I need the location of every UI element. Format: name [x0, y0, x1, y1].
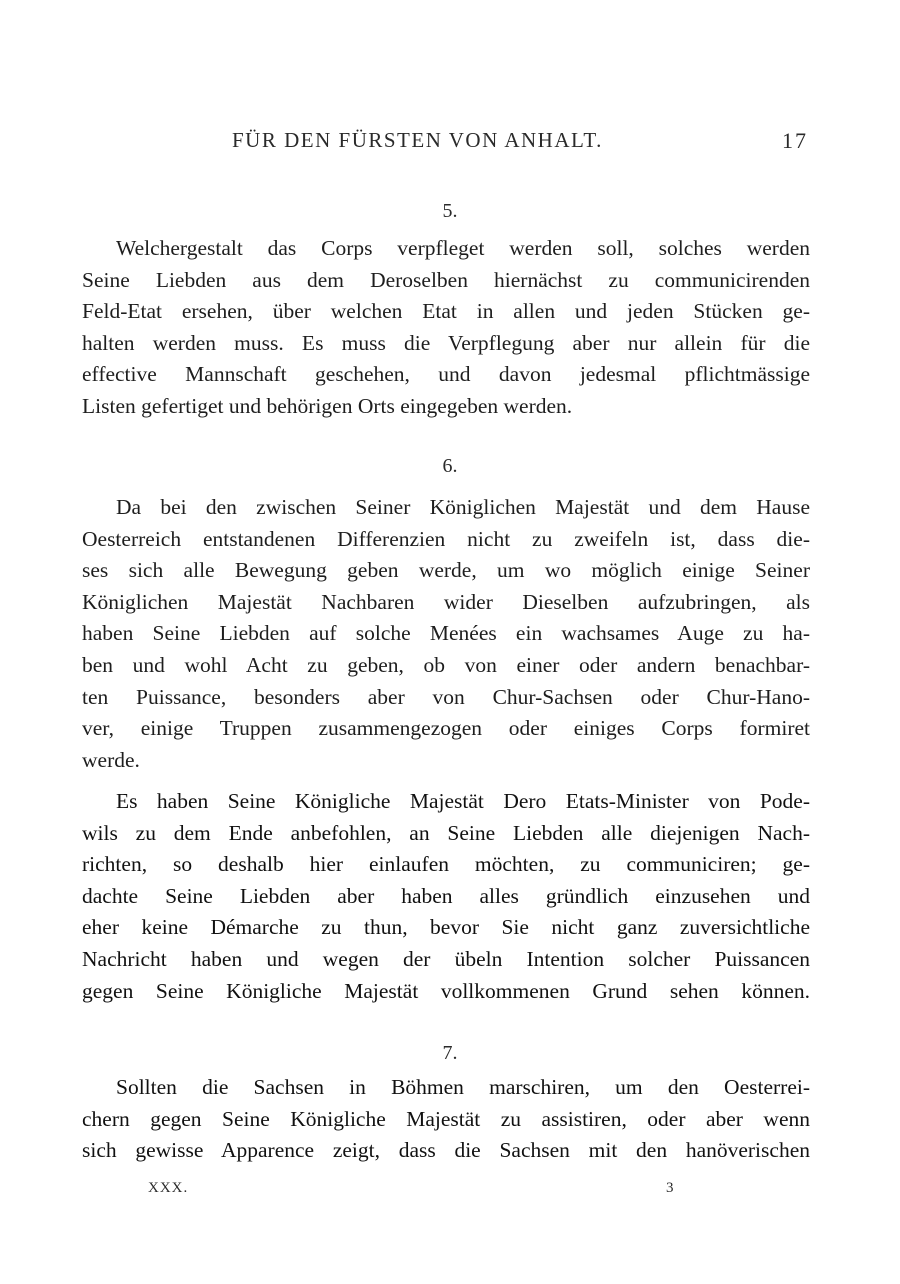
text-line: Welchergestalt das Corps verpfleget werden soll, solches werden	[116, 236, 810, 260]
text-line: effective Mannschaft geschehen, und davon jedesmal pflichtmässige	[82, 362, 810, 387]
text-line: Es haben Seine Königliche Majestät Dero Etats-Minister von Pode-	[116, 789, 810, 813]
text-line: ses sich alle Bewegung geben werde, um wo möglich einige Seiner	[82, 558, 810, 583]
signature-mark: XXX.	[148, 1180, 189, 1196]
text-line: gegen Seine Königliche Majestät vollkommenen Grund sehen können.	[82, 978, 810, 1003]
text-line: Oesterreich entstandenen Differenzien nicht zu zweifeln ist, dass die-	[82, 526, 810, 551]
section-number-7: 7.	[442, 1042, 458, 1064]
text-line: eher keine Démarche zu thun, bevor Sie nicht ganz zuversichtliche	[82, 915, 810, 940]
paragraph-7-1	[82, 1072, 810, 1167]
text-line: richten, so deshalb hier einlaufen möchten, zu communiciren; ge-	[82, 852, 810, 877]
text-line: haben Seine Liebden auf solche Menées ein wachsames Auge zu ha-	[82, 621, 810, 646]
text-line: Da bei den zwischen Seiner Königlichen Majestät und dem Hause	[116, 495, 810, 519]
section-number-6: 6.	[442, 455, 458, 477]
text-line: Königlichen Majestät Nachbaren wider Dieselben aufzubringen, als	[82, 589, 810, 614]
paragraph-6-1	[82, 492, 810, 776]
running-title: FÜR DEN FÜRSTEN VON ANHALT.	[232, 128, 603, 152]
text-line: wils zu dem Ende anbefohlen, an Seine Liebden alle diejenigen Nach-	[82, 820, 810, 845]
page-footer	[0, 1180, 900, 1204]
page-number: 17	[782, 128, 808, 153]
text-line: dachte Seine Liebden aber haben alles gründlich einzusehen und	[82, 883, 810, 908]
text-line: werde.	[82, 747, 140, 772]
section-number-5: 5.	[442, 200, 458, 222]
paragraph-6-2	[82, 786, 810, 1007]
text-line: ten Puissance, besonders aber von Chur-Sachsen oder Chur-Hano-	[82, 684, 810, 709]
text-line: Listen gefertiget und behörigen Orts eingegeben werden.	[82, 393, 573, 418]
text-line: ben und wohl Acht zu geben, ob von einer oder andern benachbar-	[82, 652, 810, 677]
running-head	[0, 128, 900, 158]
text-line: sich gewisse Apparence zeigt, dass die Sachsen mit den hanöverischen	[82, 1138, 810, 1163]
text-line: Sollten die Sachsen in Böhmen marschiren, um den Oesterrei-	[116, 1075, 810, 1099]
sheet-number: 3	[666, 1180, 674, 1196]
text-line: Nachricht haben und wegen der übeln Intention solcher Puissancen	[82, 946, 810, 971]
paragraph-5-1	[82, 233, 810, 423]
text-line: Seine Liebden aus dem Deroselben hiernächst zu communicirenden	[82, 267, 810, 292]
text-line: Feld-Etat ersehen, über welchen Etat in allen und jeden Stücken ge-	[82, 299, 810, 324]
text-line: chern gegen Seine Königliche Majestät zu assistiren, oder aber wenn	[82, 1106, 810, 1131]
text-line: ver, einige Truppen zusammengezogen oder einiges Corps formiret	[82, 716, 810, 741]
text-line: halten werden muss. Es muss die Verpflegung aber nur allein für die	[82, 330, 810, 355]
